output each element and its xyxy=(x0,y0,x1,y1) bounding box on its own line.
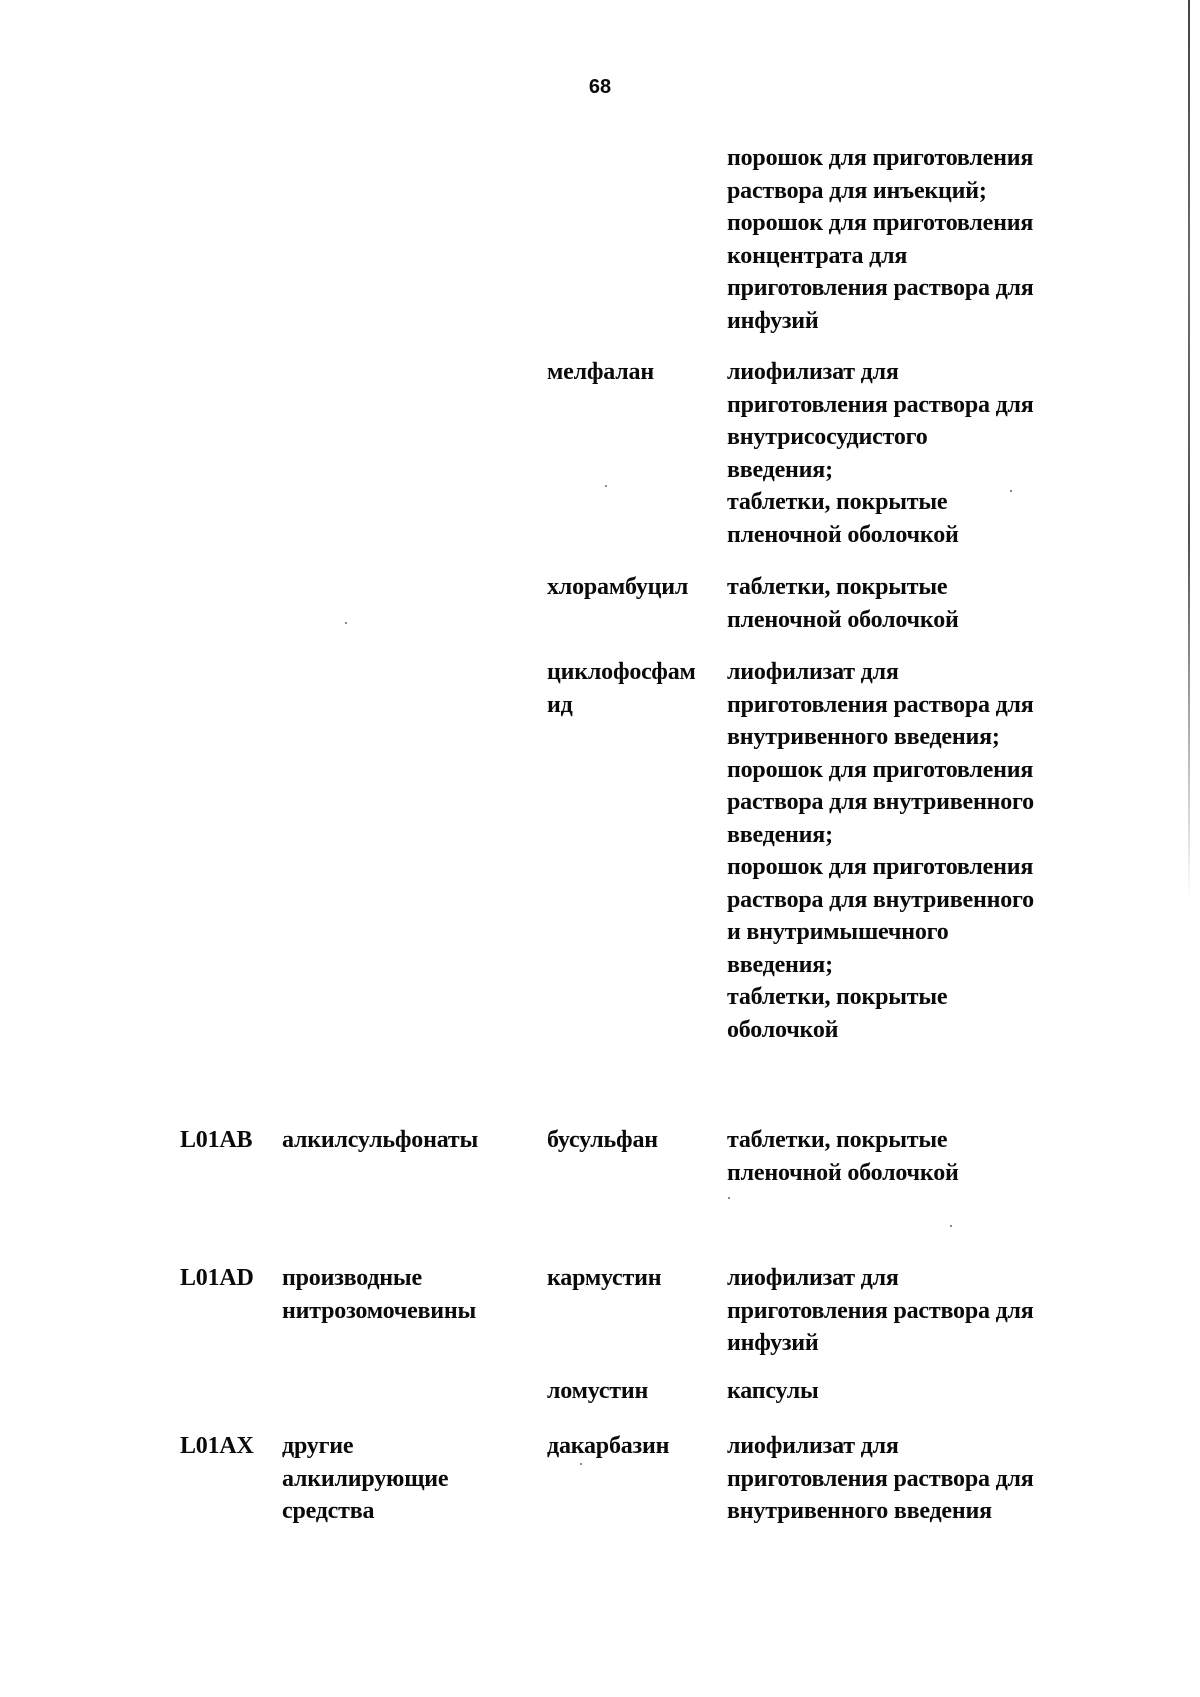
group-line: нитрозомочевины xyxy=(282,1297,477,1324)
form-line: таблетки, покрытые xyxy=(727,489,948,515)
drug-name xyxy=(547,571,727,604)
drug-line: дакарбазин xyxy=(547,1433,670,1459)
form-line: лиофилизат для xyxy=(727,359,899,385)
group-line: алкилирующие xyxy=(282,1465,449,1492)
scan-edge-line xyxy=(1188,0,1190,900)
form-line: и внутримышечного xyxy=(727,919,949,945)
atc-code: L01AD xyxy=(180,1265,254,1291)
form-line: внутрисосудистого xyxy=(727,424,928,450)
form-line: приготовления раствора для xyxy=(727,391,1034,418)
drug-name xyxy=(547,1375,727,1408)
form-line: пленочной оболочкой xyxy=(727,521,959,548)
dosage-forms xyxy=(727,1124,1097,1189)
atc-group xyxy=(282,1430,542,1528)
dosage-forms xyxy=(727,656,1097,1046)
scan-speck xyxy=(345,622,347,624)
form-line: таблетки, покрытые xyxy=(727,574,948,600)
form-line: концентрата для xyxy=(727,242,908,269)
form-line: лиофилизат для xyxy=(727,659,899,685)
scan-speck xyxy=(950,1225,952,1227)
drug-line: мелфалан xyxy=(547,359,654,385)
form-line: лиофилизат для xyxy=(727,1265,899,1291)
drug-line: ломустин xyxy=(547,1378,649,1404)
dosage-forms xyxy=(727,1430,1097,1528)
drug-name xyxy=(547,1124,727,1157)
form-line: приготовления раствора для xyxy=(727,275,1034,301)
dosage-forms xyxy=(727,1375,1097,1408)
form-line: внутривенного введения; xyxy=(727,724,1000,750)
atc-code: L01AX xyxy=(180,1433,254,1459)
atc-group xyxy=(282,1262,542,1327)
page-number: 68 xyxy=(588,76,612,98)
form-line: оболочкой xyxy=(727,1016,839,1043)
drug-line: ид xyxy=(547,691,573,718)
form-line: раствора для внутривенного xyxy=(727,789,1034,815)
form-line: капсулы xyxy=(727,1378,819,1404)
continuation-forms xyxy=(727,142,1097,337)
form-line: порошок для приготовления xyxy=(727,210,1034,236)
form-line: порошок для приготовления xyxy=(727,854,1034,880)
form-line: пленочной оболочкой xyxy=(727,1159,959,1186)
form-line: введения; xyxy=(727,821,833,848)
dosage-forms xyxy=(727,571,1097,636)
group-line: производные xyxy=(282,1265,422,1291)
drug-name xyxy=(547,656,727,721)
drug-line: бусульфан xyxy=(547,1127,658,1153)
form-line: введения; xyxy=(727,951,833,978)
drug-name xyxy=(547,1430,727,1463)
form-line: внутривенного введения xyxy=(727,1498,992,1524)
drug-line: кармустин xyxy=(547,1265,662,1291)
scan-speck xyxy=(580,1463,582,1465)
group-line: алкилсульфонаты xyxy=(282,1127,479,1153)
form-line: порошок для приготовления xyxy=(727,145,1034,171)
form-line: приготовления раствора для xyxy=(727,1297,1034,1324)
form-line: таблетки, покрытые xyxy=(727,1127,948,1153)
form-line: раствора для инъекций; xyxy=(727,177,987,204)
group-line: другие xyxy=(282,1433,354,1459)
group-line: средства xyxy=(282,1498,375,1524)
form-line: введения; xyxy=(727,456,833,483)
dosage-forms xyxy=(727,1262,1097,1360)
form-line: лиофилизат для xyxy=(727,1433,899,1459)
form-line: инфузий xyxy=(727,1330,819,1356)
form-line: приготовления раствора для xyxy=(727,691,1034,718)
atc-group xyxy=(282,1124,542,1157)
form-line: приготовления раствора для xyxy=(727,1465,1034,1492)
scan-speck xyxy=(728,1197,730,1199)
dosage-forms xyxy=(727,356,1097,551)
drug-line: циклофосфам xyxy=(547,659,696,685)
form-line: раствора для внутривенного xyxy=(727,886,1034,913)
scan-speck xyxy=(605,485,607,487)
atc-code: L01AB xyxy=(180,1127,253,1153)
form-line: пленочной оболочкой xyxy=(727,606,959,633)
drug-name xyxy=(547,1262,727,1295)
form-line: порошок для приготовления xyxy=(727,756,1034,783)
drug-name xyxy=(547,356,727,389)
drug-line: хлорамбуцил xyxy=(547,574,689,600)
form-line: инфузий xyxy=(727,307,819,334)
form-line: таблетки, покрытые xyxy=(727,984,948,1010)
